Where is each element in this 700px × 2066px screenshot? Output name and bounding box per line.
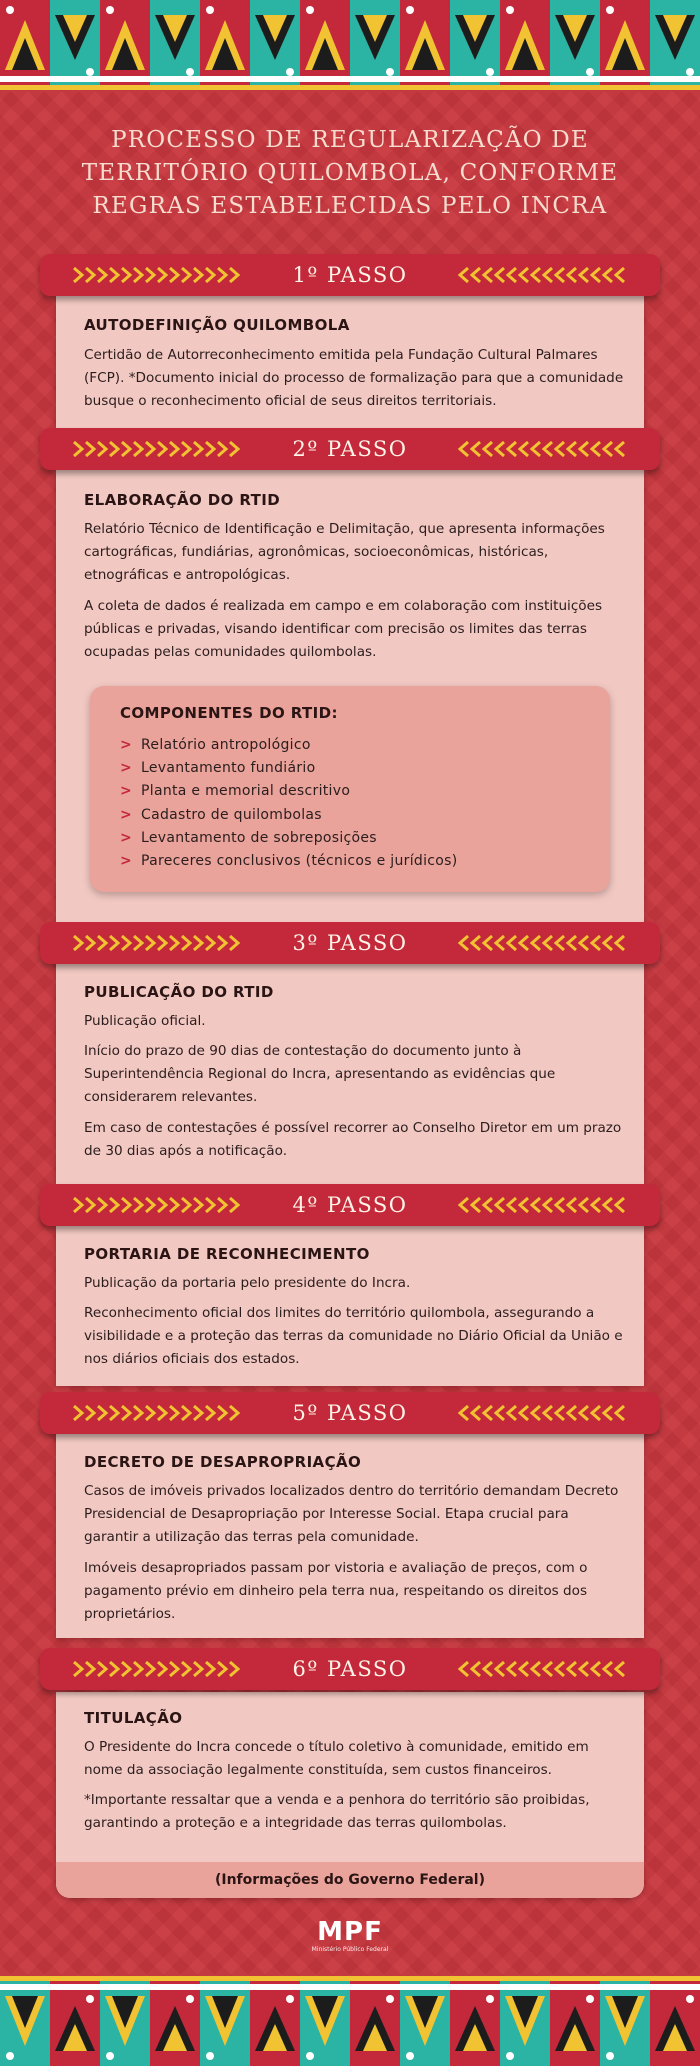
chevron-right-icon: > — [120, 829, 133, 846]
step-5-paragraph-1: Casos de imóveis privados localizados dentro do território demandam Decreto Presidencial de Desapropriação por Interesse Social. Etapa crucial para garantir a utilização das terras pela comunidade. — [84, 1483, 619, 1546]
list-item: > Relatório antropológico — [120, 737, 311, 753]
chevron-pattern-icon — [458, 934, 628, 952]
step-3-heading: PUBLICAÇÃO DO RTID — [84, 983, 274, 1001]
list-item: > Levantamento fundiário — [120, 760, 316, 777]
logo-name: MPF — [317, 1917, 383, 1947]
chevron-pattern-icon — [72, 1660, 242, 1678]
source-note: (Informações do Governo Federal) — [56, 1862, 644, 1898]
chevron-pattern-icon — [458, 1660, 628, 1678]
step-4-banner — [40, 1184, 660, 1226]
step-6-heading: TITULAÇÃO — [84, 1709, 183, 1727]
tribal-pattern-bottom — [0, 1981, 700, 2066]
chevron-right-icon: > — [120, 806, 133, 823]
rtid-components-box — [90, 686, 610, 892]
step-4-paragraph-1: Publicação da portaria pelo presidente do Incra. — [84, 1275, 411, 1291]
step-6-paragraph-1: O Presidente do Incra concede o título coletivo à comunidade, emitido em nome da associação legalmente constituída, sem custos financeiros. — [84, 1739, 589, 1779]
rtid-components-title: COMPONENTES DO RTID: — [120, 704, 338, 722]
list-item: > Planta e memorial descritivo — [120, 783, 351, 800]
step-5-banner — [40, 1392, 660, 1434]
mpf-logo — [300, 1918, 400, 1954]
chevron-pattern-icon — [72, 440, 242, 458]
logo-subtitle: Ministério Público Federal — [311, 1946, 389, 1953]
rtid-components-list — [120, 734, 457, 873]
step-4-label: 4º PASSO — [292, 1193, 408, 1217]
step-5-paragraph-2: Imóveis desapropriados passam por vistoria e avaliação de preços, com o pagamento prévio em dinheiro pela terra nua, respeitando os direitos dos proprietários. — [84, 1560, 588, 1623]
step-4-heading: PORTARIA DE RECONHECIMENTO — [84, 1245, 370, 1263]
bottom-decorative-band — [0, 1976, 700, 2066]
step-2-heading: ELABORAÇÃO DO RTID — [84, 491, 281, 509]
top-decorative-band — [0, 0, 700, 90]
chevron-pattern-icon — [72, 266, 242, 284]
chevron-pattern-icon — [72, 934, 242, 952]
step-2-paragraph-1: Relatório Técnico de Identificação e Delimitação, que apresenta informações cartográficas, fundiárias, agronômicas, socioeconômicas, históricas, etnográficas e antropológicas. — [84, 521, 605, 584]
list-item: > Pareceres conclusivos (técnicos e jurídicos) — [120, 853, 458, 870]
step-6-paragraph-2: *Importante ressaltar que a venda e a penhora do território são proibidas, garantindo a proteção e a integridade das terras quilombolas. — [84, 1792, 590, 1832]
step-6-banner — [40, 1648, 660, 1690]
chevron-pattern-icon — [458, 440, 628, 458]
step-1-heading: AUTODEFINIÇÃO QUILOMBOLA — [84, 316, 350, 334]
step-2-paragraph-2: A coleta de dados é realizada em campo e em colaboração com instituições públicas e privadas, visando identificar com precisão os limites das terras ocupadas pelas comunidades quilombolas. — [84, 598, 603, 661]
step-2-banner — [40, 428, 660, 470]
chevron-right-icon: > — [120, 783, 133, 800]
step-5-label: 5º PASSO — [292, 1401, 408, 1425]
chevron-right-icon: > — [120, 760, 133, 777]
step-3-label: 3º PASSO — [292, 931, 408, 955]
step-3-paragraph-1: Publicação oficial. — [84, 1013, 206, 1029]
list-item: > Cadastro de quilombolas — [120, 806, 322, 823]
chevron-right-icon: > — [120, 853, 133, 870]
chevron-pattern-icon — [458, 1404, 628, 1422]
title-line-1: PROCESSO DE REGULARIZAÇÃO DE — [111, 127, 589, 153]
page-title — [60, 124, 640, 223]
step-3-paragraph-3: Em caso de contestações é possível recorrer ao Conselho Diretor em um prazo de 30 dias após a notificação. — [84, 1120, 622, 1160]
step-2-label: 2º PASSO — [292, 437, 408, 461]
chevron-pattern-icon — [72, 1196, 242, 1214]
title-line-2: TERRITÓRIO QUILOMBOLA, CONFORME — [81, 160, 619, 186]
step-4-paragraph-2: Reconhecimento oficial dos limites do território quilombola, assegurando a visibilidade e a proteção das terras da comunidade no Diário Oficial da União e nos diários oficiais dos estados. — [84, 1305, 623, 1368]
tribal-pattern-top — [0, 0, 700, 85]
step-3-banner — [40, 922, 660, 964]
chevron-right-icon: > — [120, 737, 133, 753]
chevron-pattern-icon — [458, 266, 628, 284]
step-6-label: 6º PASSO — [292, 1657, 408, 1681]
step-1-paragraph-1: Certidão de Autorreconhecimento emitida pela Fundação Cultural Palmares (FCP). *Documento inicial do processo de formalização para que a comunidade busque o reconhecimento oficial de seus direitos territoriais. — [84, 347, 624, 410]
chevron-pattern-icon — [458, 1196, 628, 1214]
step-1-banner — [40, 254, 660, 296]
step-1-label: 1º PASSO — [292, 263, 408, 287]
step-3-paragraph-2: Início do prazo de 90 dias de contestação do documento junto à Superintendência Regional do Incra, apresentando as evidências que considerarem relevantes. — [84, 1043, 556, 1106]
step-5-heading: DECRETO DE DESAPROPRIAÇÃO — [84, 1453, 362, 1471]
title-line-3: REGRAS ESTABELECIDAS PELO INCRA — [92, 193, 608, 219]
chevron-pattern-icon — [72, 1404, 242, 1422]
list-item: > Levantamento de sobreposições — [120, 829, 377, 846]
